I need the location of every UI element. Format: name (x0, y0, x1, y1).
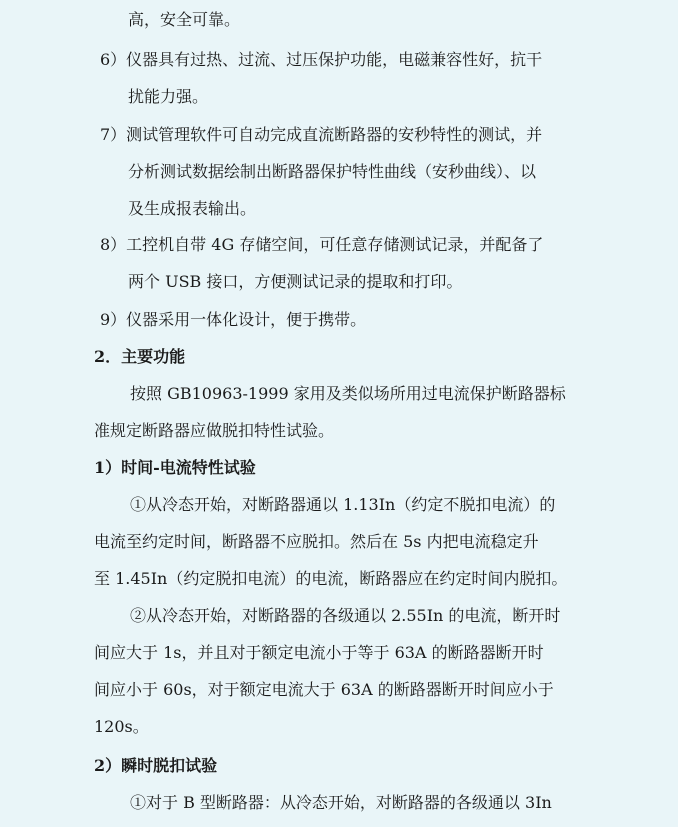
time-current-p1-line-1: ①从冷态开始，对断路器通以 1.13In（约定不脱扣电流）的 (130, 495, 556, 514)
time-current-p2-line-1: ②从冷态开始，对断路器的各级通以 2.55In 的电流，断开时 (130, 606, 561, 625)
list-item-6-line-2: 扰能力强。 (128, 87, 209, 106)
time-current-p2-line-4: 120s。 (94, 717, 149, 736)
instant-trip-p1-line-1: ①对于 B 型断路器：从冷态开始，对断路器的各级通以 3In (130, 793, 552, 812)
list-item-6-line-1: 6）仪器具有过热、过流、过压保护功能，电磁兼容性好，抗干 (100, 50, 543, 69)
time-current-p1-line-2: 电流至约定时间，断路器不应脱扣。然后在 5s 内把电流稳定升 (94, 532, 539, 551)
time-current-p1-line-3: 至 1.45In（约定脱扣电流）的电流，断路器应在约定时间内脱扣。 (94, 569, 568, 588)
item-5-continuation: 高，安全可靠。 (128, 10, 241, 29)
time-current-p2-line-3: 间应小于 60s，对于额定电流大于 63A 的断路器断开时间应小于 (94, 680, 554, 699)
subsection-heading-time-current: 1）时间-电流特性试验 (94, 458, 256, 477)
main-functions-paragraph-line-2: 准规定断路器应做脱扣特性试验。 (94, 421, 335, 440)
list-item-7-line-2: 分析测试数据绘制出断路器保护特性曲线（安秒曲线）、以 (128, 162, 537, 181)
list-item-8-line-1: 8）工控机自带 4G 存储空间，可任意存储测试记录，并配备了 (100, 235, 544, 254)
time-current-p2-line-2: 间应大于 1s，并且对于额定电流小于等于 63A 的断路器断开时 (94, 643, 544, 662)
list-item-8-line-2: 两个 USB 接口，方便测试记录的提取和打印。 (128, 272, 463, 291)
list-item-9: 9）仪器采用一体化设计，便于携带。 (100, 310, 367, 329)
main-functions-paragraph-line-1: 按照 GB10963-1999 家用及类似场所用过电流保护断路器标 (130, 384, 566, 403)
list-item-7-line-3: 及生成报表输出。 (128, 199, 257, 218)
section-heading-main-functions: 2．主要功能 (94, 347, 186, 366)
subsection-heading-instant-trip: 2）瞬时脱扣试验 (94, 756, 218, 775)
list-item-7-line-1: 7）测试管理软件可自动完成直流断路器的安秒特性的测试，并 (100, 125, 543, 144)
